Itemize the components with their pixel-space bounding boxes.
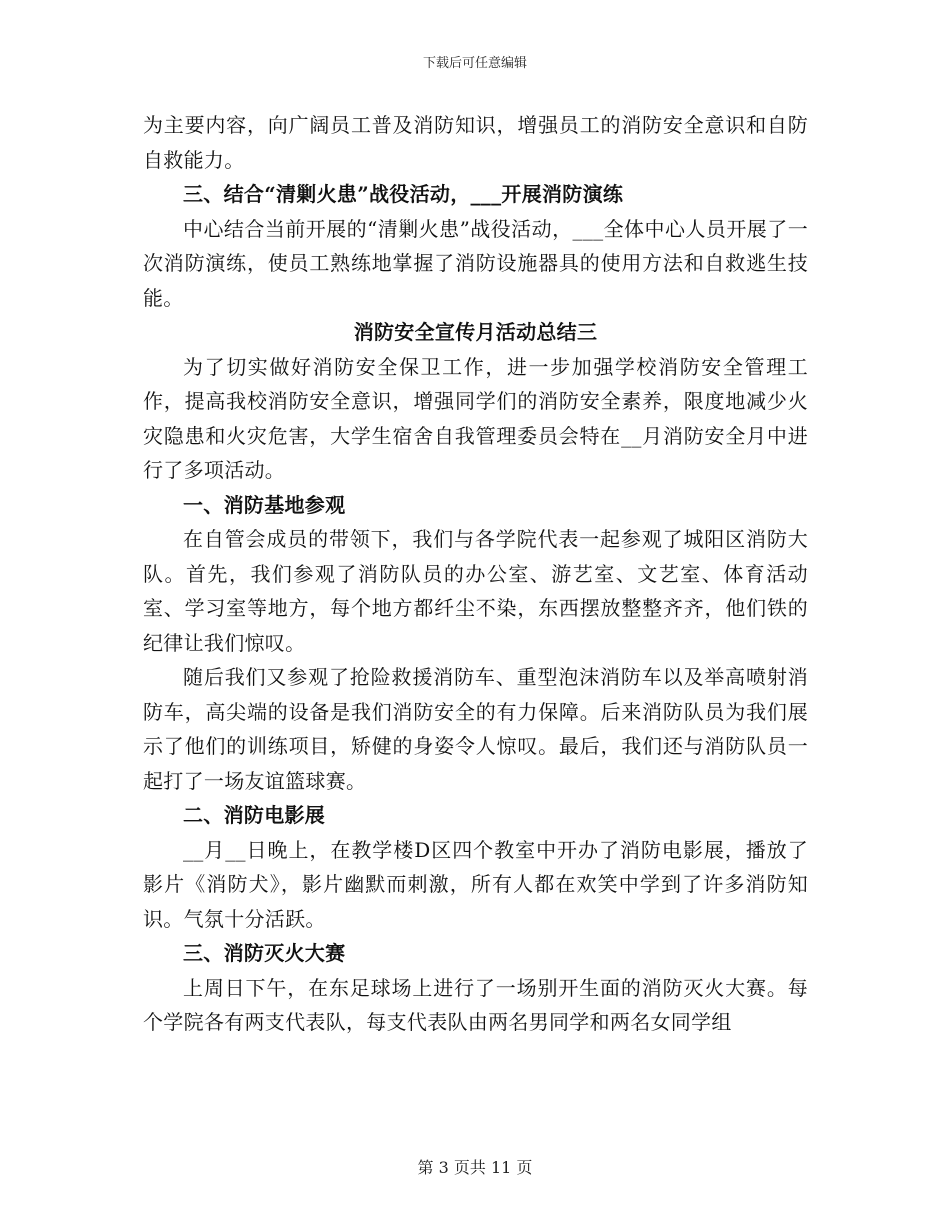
document-title: 消防安全宣传月活动总结三 [353,320,598,344]
paragraph: 为主要内容，向广阔员工普及消防知识，增强员工的消防安全意识和自防自救能力。 [143,113,808,172]
document-body [143,108,808,1040]
paragraph: __月__日晚上，在教学楼D区四个教室中开办了消防电影展，播放了影片《消防犬》，影片幽默而刺激，所有人都在欢笑中学到了许多消防知识。气氛十分活跃。 [143,837,808,931]
page-header: 下载后可任意编辑 [422,56,527,71]
section-heading: 三、结合“清剿火患”战役活动，___开展消防演练 [183,182,624,206]
page-footer: 第 3 页共 11 页 [417,1158,533,1177]
paragraph: 为了切实做好消防安全保卫工作，进一步加强学校消防安全管理工作，提高我校消防安全意识，增强同学们的消防安全素养，限度地减少火灾隐患和火灾危害，大学生宿舍自我管理委员会特在__月消防安全月中进行了多项活动。 [143,354,808,482]
section-heading: 二、消防电影展 [183,803,326,827]
section-heading: 一、消防基地参观 [183,492,346,517]
paragraph: 中心结合当前开展的“清剿火患”战役活动，___全体中心人员开展了一次消防演练，使员工熟练地掌握了消防设施器具的使用方法和自救逃生技能。 [143,216,808,310]
paragraph: 上周日下午，在东足球场上进行了一场别开生面的消防灭火大赛。每个学院各有两支代表队，每支代表队由两名男同学和两名女同学组 [143,975,808,1034]
paragraph: 随后我们又参观了抢险救援消防车、重型泡沫消防车以及举高喷射消防车，高尖端的设备是我们消防安全的有力保障。后来消防队员为我们展示了他们的训练项目，矫健的身姿令人惊叹。最后，我们还与消防队员一起打了一场友谊篮球赛。 [143,665,808,793]
section-heading: 三、消防灭火大赛 [183,941,346,965]
paragraph: 在自管会成员的带领下，我们与各学院代表一起参观了城阳区消防大队。首先，我们参观了消防队员的办公室、游艺室、文艺室、体育活动室、学习室等地方，每个地方都纤尘不染，东西摆放整整齐齐，他们铁的纪律让我们惊叹。 [143,527,808,655]
